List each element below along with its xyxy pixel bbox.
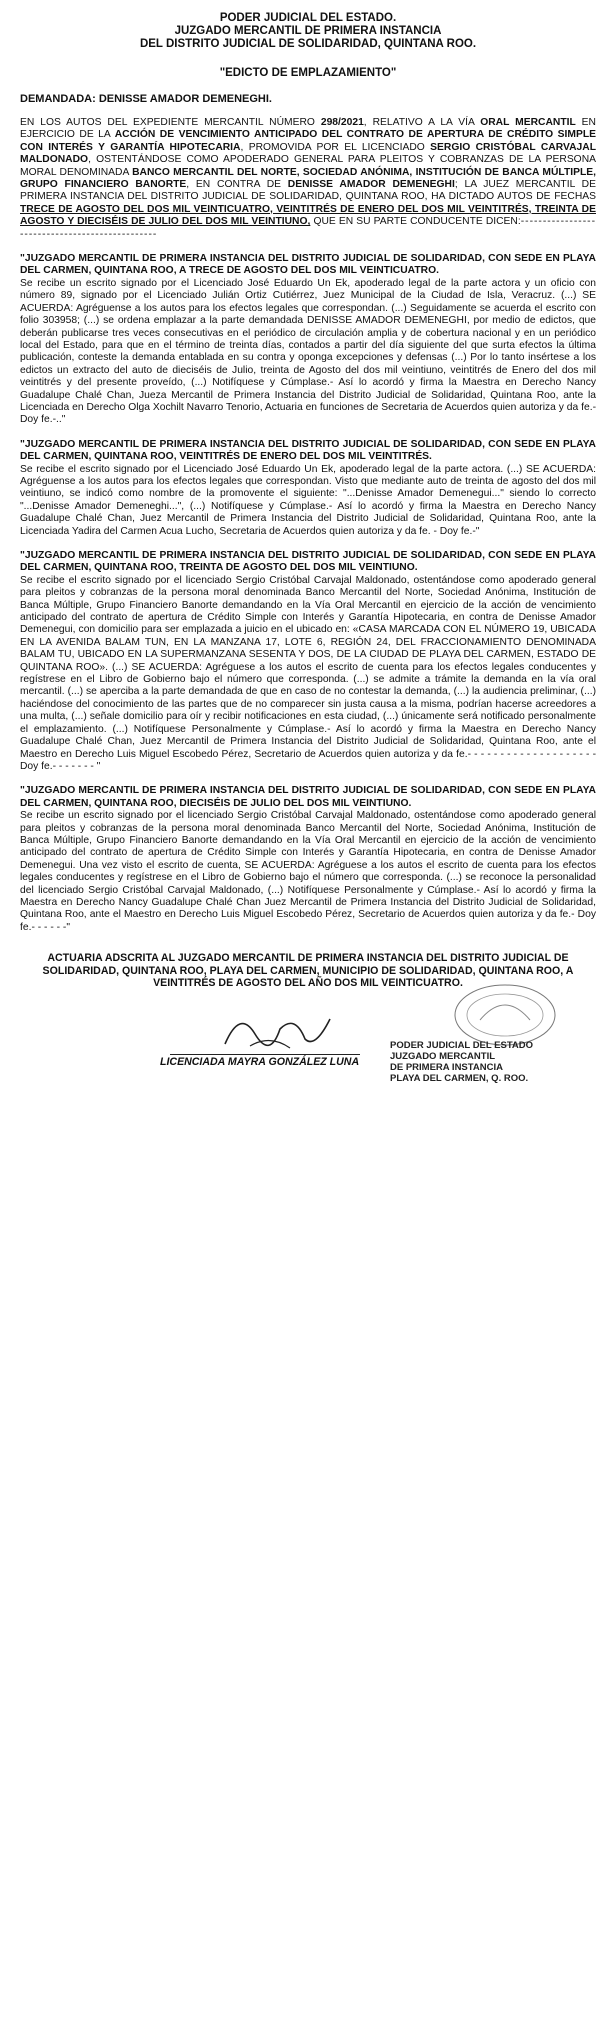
signer-name: LICENCIADA MAYRA GONZÁLEZ LUNA (160, 1055, 360, 1068)
intro-bold: SERGIO CRISTÓBAL CARVAJAL MALDONADO (20, 141, 596, 166)
court-stamp (390, 1040, 533, 1084)
intro-text: , OSTENTÁNDOSE COMO APODERADO GENERAL PARA PLEITOS Y COBRANZAS DE LA PERSONA MORAL DENOMINADA (20, 154, 596, 178)
header-line-3: DEL DISTRITO JUDICIAL DE SOLIDARIDAD, QUINTANA ROO. (139, 38, 477, 50)
stamp-line-2: JUZGADO MERCANTIL (390, 1050, 496, 1062)
intro-bold: BANCO MERCANTIL DEL NORTE, SOCIEDAD ANÓNIMA, INSTITUCIÓN DE BANCA MÚLTIPLE, GRUPO FINANCIERO BANORTE (20, 166, 596, 191)
intro-bold: DENISSE AMADOR DEMENEGHI (287, 179, 455, 191)
order-heading: "JUZGADO MERCANTIL DE PRIMERA INSTANCIA DEL DISTRITO JUDICIAL DE SOLIDARIDAD, CON SEDE EN PLAYA DEL CARMEN, QUINTANA ROO, A TRECE DE AGOSTO DEL DOS MIL VEINTICUATRO. (20, 253, 596, 277)
document-header (20, 12, 596, 51)
footer-line-2: SOLIDARIDAD, QUINTANA ROO, PLAYA DEL CARMEN, MUNICIPIO DE SOLIDARIDAD, QUINTANA ROO, A (42, 964, 574, 977)
intro-bold: ORAL MERCANTIL (480, 117, 576, 128)
footer-line-3: VEINTITRÉS DE AGOSTO DEL AÑO DOS MIL VEINTICUATRO. (153, 977, 463, 990)
edict-title: "EDICTO DE EMPLAZAMIENTO" (219, 67, 397, 79)
header-line-1: PODER JUDICIAL DEL ESTADO. (219, 12, 397, 24)
intro-text: EN LOS AUTOS DEL EXPEDIENTE MERCANTIL NÚMERO (20, 117, 321, 128)
intro-text: , PROMOVIDA POR EL LICENCIADO (240, 141, 431, 153)
intro-dashes: ------------------------------------------------ (20, 216, 597, 240)
order-section-1 (20, 253, 596, 427)
order-body: Se recibe un escrito signado por el licenciado Sergio Cristóbal Carvajal Maldonado, ostentándose como apoderado general para pleitos y cobranzas de la persona moral denominada Banco Mercantil del Norte, Sociedad Anónima, Institución de Banca Múltiple, Grupo Financiero Banorte demandando en la Vía Oral Mercantil en ejercicio de la acción de vencimiento anticipado del contrato de apertura de Crédito Simple con Interés y Garantía Hipotecaria, en contra de Denisse Amador Demenegui. Una vez visto el escrito de cuenta, SE ACUERDA: Agréguese a los autos el escrito de cuenta para los efectos legales conducentes y regístrese en el Libro de Gobierno bajo el número que corresponda. (...) se reconoce la personalidad del licenciado Sergio Cristóbal Carvajal Maldonado, (...) Notifíquese Personalmente y Cúmplase.- Así lo acordó y firma la Maestra en Derecho Nancy Guadalupe Chalé Chan Juez Mercantil de Primera Instancia del Distrito Judicial de Solidaridad, Quintana Roo, ante el Maestro en Derecho Luis Miguel Escobedo Pérez, Secretario de Acuerdos quien autoriza y da fe.- Doy fe.- - - - - -" (20, 810, 596, 933)
order-body: Se recibe el escrito signado por el Licenciado José Eduardo Un Ek, apoderado legal de la parte actora. (...) SE ACUERDA: Agréguense a los autos para los efectos legales que correspondan. Visto que mediante auto de treinta de agosto del dos mil veintiuno, se indicó como nombre de la promovente el siguiente: "...Denisse Amador Demenegui..." siendo lo correcto "...Denisse Amador Demeneghi...", (...) Notifíquese y Cúmplase.- Así lo acordó y firma la Maestra en Derecho Nancy Guadalupe Chalé Chan, Juez Mercantil de Primera Instancia del Distrito Judicial de Solidaridad, Quintana Roo, ante la Licenciada Yadira del Carmen Acua Lucho, Secretaria de Acuerdos quien autoriza y da fe. - Doy fe.-" (20, 463, 596, 537)
intro-bold: TRECE DE AGOSTO DEL DOS MIL VEINTICUATRO, VEINTITRÉS DE ENERO DEL DOS MIL VEINTITRÉS, TREINTA DE AGOSTO Y DIECISÉIS DE JULIO DEL DOS MIL VEINTIUNO, (20, 203, 596, 228)
intro-bold: ACCIÓN DE VENCIMIENTO ANTICIPADO DEL CONTRATO DE APERTURA DE CRÉDITO SIMPLE CON INTERÉS Y GARANTÍA HIPOTECARIA (20, 129, 596, 153)
order-body: Se recibe el escrito signado por el licenciado Sergio Cristóbal Carvajal Maldonado, ostentándose como apoderado general para pleitos y cobranzas de la persona moral denominada Banco Mercantil del Norte, Sociedad Anónima, Institución de Banca Múltiple, Grupo Financiero Banorte demandando en la Vía Oral Mercantil en ejercicio de la acción de vencimiento anticipado del contrato de apertura de Crédito Simple con Interés y Garantía Hipotecaria, en contra de Denisse Amador Demenegui, con domicilio para ser emplazada a juicio en el ubicado en: «CASA MARCADA CON EL NÚMERO 19, UBICADA EN LA AVENIDA BALAM TUN, EN LA MANZANA 17, LOTE 6, REGIÓN 24, DEL FRACCIONAMIENTO DENOMINADA BALAM TU, UBICADO EN LA SUPERMANZANA SESENTA Y DOS, DE LA CIUDAD DE PLAYA DEL CARMEN, ESTADO DE QUINTANA ROO». (...) SE ACUERDA: Agréguese a los autos el escrito de cuenta para los efectos legales conducentes y regístrese en el Libro de Gobierno bajo el número que corresponda. (...) se admite a trámite la demanda en la vía oral mercantil. (...) se aperciba a la parte demandada de que en caso de no contestar la demanda, (...) la audiencia preliminar, (...) haciéndose del conocimiento de las partes que de no comparecer sin justa causa a la misma, podrían hacerse acreedores a una multa, (...) señale domicilio para oír y recibir notificaciones en esta ciudad, (...) únicamente será notificado personalmente el emplazamiento. (...) Notifíquese Personalmente y Cúmplase.- Así lo acordó y firma la Maestra en Derecho Nancy Guadalupe Chalé Chan, Juez Mercantil de Primera Instancia del Distrito Judicial de Solidaridad, Quintana Roo, ante el Maestro en Derecho Luis Miguel Escobedo Pérez, Secretario de Acuerdos quien autoriza y da fe.- - - - - - - - - - - - - - - - - - - - Doy fe.- - - - - - - " (20, 574, 596, 772)
order-section-2 (20, 439, 596, 538)
intro-text: , EN CONTRA DE (186, 179, 288, 191)
signature-line (170, 1054, 360, 1055)
signature-area (20, 996, 596, 1086)
intro-bold: 298/2021 (320, 117, 364, 128)
order-heading: "JUZGADO MERCANTIL DE PRIMERA INSTANCIA DEL DISTRITO JUDICIAL DE SOLIDARIDAD, CON SEDE EN PLAYA DEL CARMEN, QUINTANA ROO, DIECISÉIS DE JULIO DEL DOS MIL VEINTIUNO. (20, 785, 596, 809)
order-heading: "JUZGADO MERCANTIL DE PRIMERA INSTANCIA DEL DISTRITO JUDICIAL DE SOLIDARIDAD, CON SEDE EN PLAYA DEL CARMEN, QUINTANA ROO, VEINTITRÉS DE ENERO DEL DOS MIL VEINTITRÉS. (20, 438, 596, 463)
order-heading: "JUZGADO MERCANTIL DE PRIMERA INSTANCIA DEL DISTRITO JUDICIAL DE SOLIDARIDAD, CON SEDE EN PLAYA DEL CARMEN, QUINTANA ROO, TREINTA DE AGOSTO DEL DOS MIL VEINTIUNO. (20, 550, 596, 574)
demandada-line: DEMANDADA: DENISSE AMADOR DEMENEGHI. (20, 93, 272, 105)
order-body: Se recibe un escrito signado por el Licenciado José Eduardo Un Ek, apoderado legal de la parte actora y un oficio con número 89, signado por el Licenciado Julián Ortiz Cutiérrez, Juez Municipal de la Ciudad de Isla, Veracruz. (...) SE ACUERDA: Agréguense a los autos para los efectos legales que correspondan. (...) Seguidamente se acuerda el escrito con folio 303958; (...) se ordena emplazar a la parte demandada DENISSE AMADOR DEMENEGHI, por medio de edictos, que deberán publicarse tres veces consecutivas en el periódico de circulación amplia y de cobertura nacional y en un periódico local del Estado, para que en el término de treinta días, contados a partir del día siguiente del que surta efectos la última publicación, conteste la demanda entablada en su contra y oponga excepciones y defensas (...) Por lo tanto insértese a los edictos un extracto del auto de dieciséis de Julio, treinta de Agosto del dos mil veintiuno, veintitrés de Enero del dos mil veintitrés y del presente proveído, (...) Notifíquese y Cúmplase.- Así lo acordó y firma la Maestra en Derecho Nancy Guadalupe Chalé Chan, Jueza Mercantil de Primera Instancia del Distrito Judicial de Solidaridad, Quintana Roo, ante la Licenciada en Derecho Olga Xochilt Navarro Tenorio, Actuaria en funciones de Secretaria de Acuerdos quien autoriza y da fe.- Doy fe.-.." (20, 277, 596, 426)
intro-text: ; LA JUEZ MERCANTIL DE PRIMERA INSTANCIA DEL DISTRITO JUDICIAL DE SOLIDARIDAD, QUINTANA ROO, HA DICTADO AUTOS DE FECHAS (20, 179, 596, 203)
stamp-line-4: PLAYA DEL CARMEN, Q. ROO. (390, 1072, 529, 1084)
intro-text: , RELATIVO A LA VÍA (363, 117, 481, 128)
header-line-2: JUZGADO MERCANTIL DE PRIMERA INSTANCIA (174, 25, 442, 37)
signature-scribble-icon (220, 1004, 340, 1054)
order-section-3 (20, 550, 596, 773)
footer-line-1: ACTUARIA ADSCRITA AL JUZGADO MERCANTIL DE PRIMERA INSTANCIA DEL DISTRITO JUDICIAL DE (47, 952, 569, 965)
stamp-line-1: PODER JUDICIAL DEL ESTADO (390, 1039, 534, 1051)
order-section-4 (20, 785, 596, 934)
intro-paragraph (20, 117, 596, 241)
intro-text: QUE EN SU PARTE CONDUCENTE DICEN: (310, 216, 521, 228)
stamp-line-3: DE PRIMERA INSTANCIA (390, 1061, 503, 1073)
intro-text: EN EJERCICIO DE LA (20, 117, 596, 141)
